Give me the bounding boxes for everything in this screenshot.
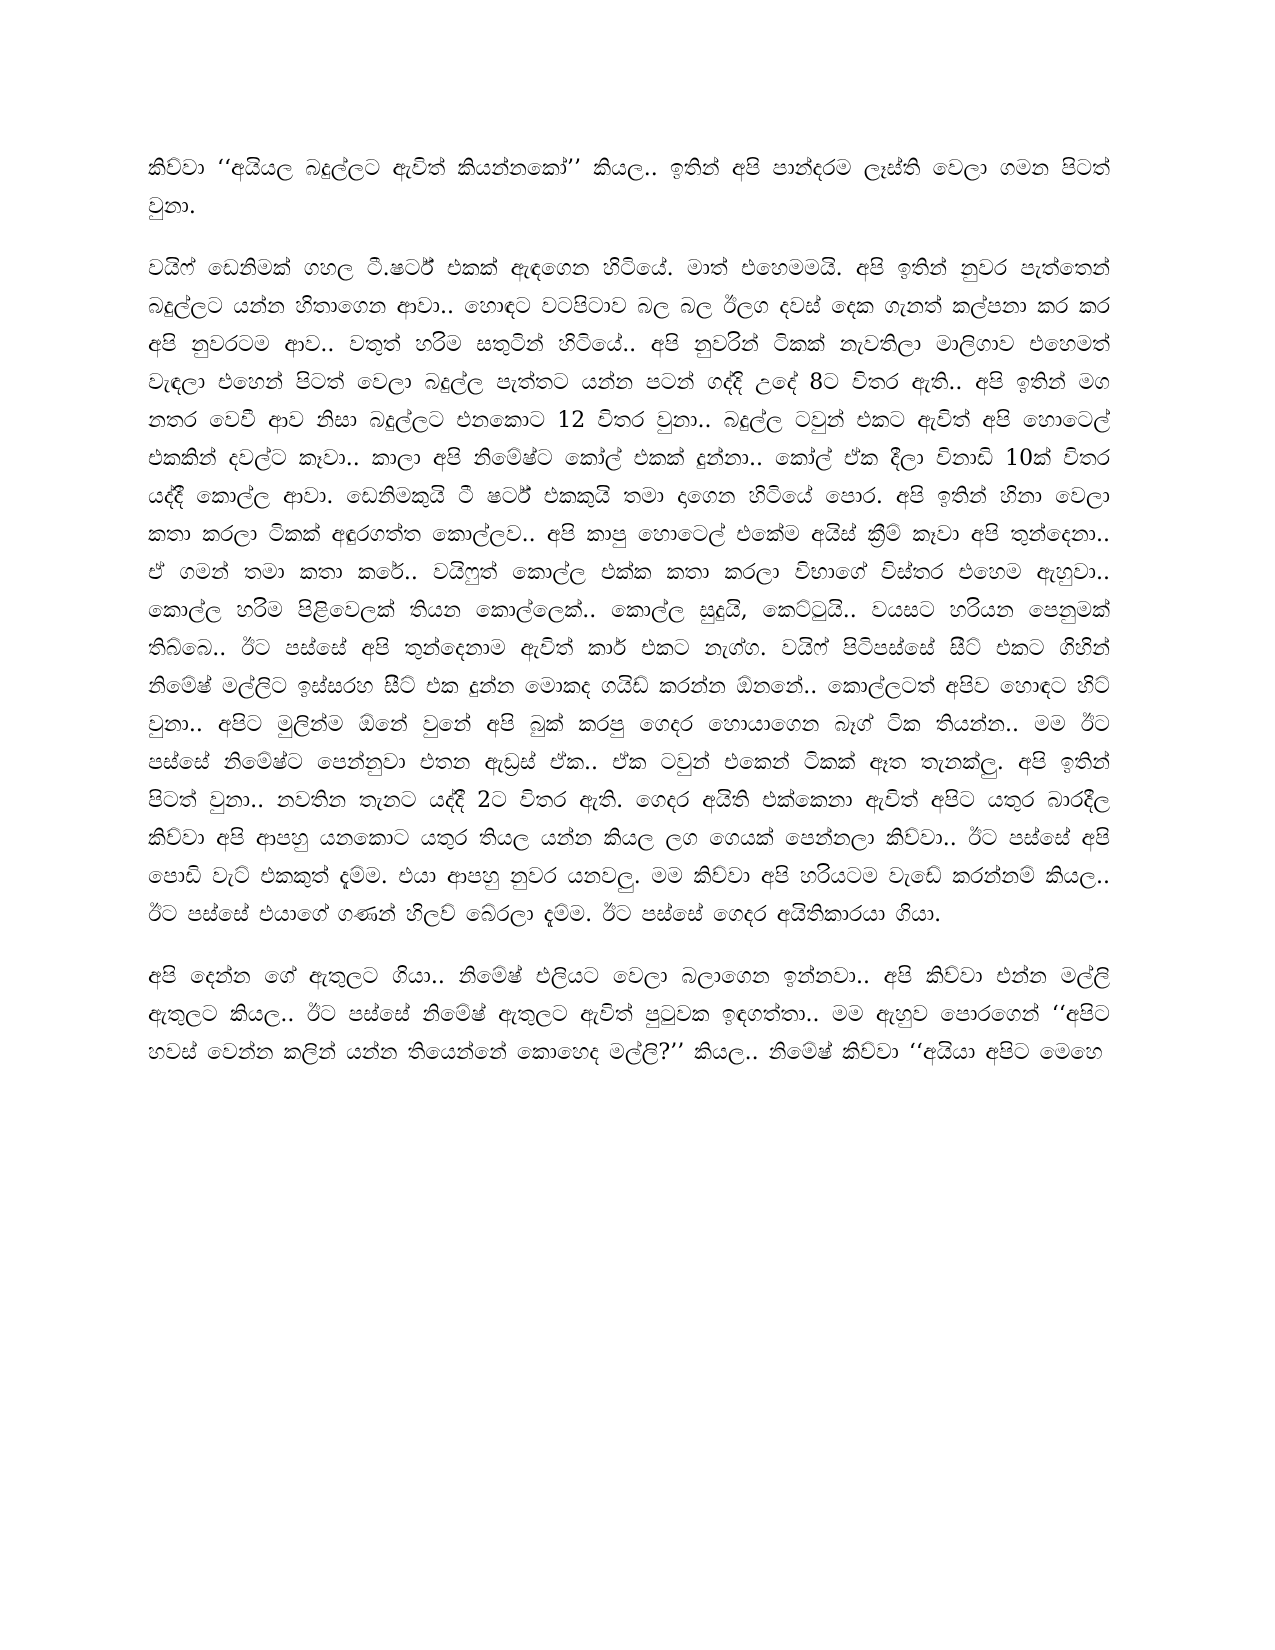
document-page xyxy=(148,150,1110,1570)
paragraph: වයිෆ් ඩෙනිමක් ගහල ටී.ෂර්ට් එකක් ඇඳගෙන හිටියේ. මාත් එහෙමමයි. අපි ඉතින් නුවර පැත්තෙන් බදුල්ලට යන්න හිතාගෙන ආවා.. හොඳට වටපිටාව බල බල ඊලග දවස් දෙක ගැනත් කල්පනා කර කර අපි නුවරටම ආව.. වතුත් හරිම සතුටින් හිටියේ.. අපි නුවරින් ටිකක් නැවතිලා මාලිගාව එහෙමත් වැඳලා එහෙන් පිටත් වෙලා බදුල්ල පැත්තට යන්න පටන් ගද්දි උදේ 8ට විතර ඇති.. අපි ඉතින් මග නතර වෙවී ආව නිසා බදුල්ලට එනකොට 12 විතර වුනා.. බදුල්ල ටවුන් එකට ඇවිත් අපි හොටෙල් එකකින් දවල්ට කෑවා.. කාලා අපි නිමේෂ්ට කෝල් එකක් දුන්නා.. කෝල් ඒක දීලා විනාඩි 10ක් විතර යද්දී කොල්ල ආවා. ඩෙනිමකුයි ටී ෂර්ට් එකකුයි තමා දාගෙන හිටියේ පොර. අපි ඉතින් හිනා වෙලා කතා කරලා ටිකක් අඳුරගත්ත කොල්ලව.. අපි කාපු හොටෙල් එකේම අයිස් ක්‍රීම් කෑවා අපි තුන්දෙනා.. ඒ ගමන් තමා කතා කරේ.. වයිෆුත් කොල්ල එක්ක කතා කරලා විභාගේ විස්තර එහෙම ඇහුවා.. කොල්ල හරිම පිළිවෙලක් තියන කොල්ලෙක්.. කොල්ල සුදුයි, කෙට්ටුයි.. වයසට හරියන පෙනුමක් තිබ්බෙ.. ඊට පස්සේ අපි තුන්දෙනාම ඇවිත් කාර් එකට නැග්ග. වයිෆ් පිටිපස්සේ සීට් එකට ගිහින් නිමේෂ් මල්ලිට ඉස්සරහ සීට් එක දුන්න මොකද ගයිඩ් කරන්න ඕනනේ.. කොල්ලටත් අපිව හොඳට හිට් වුනා.. අපිට මුලින්ම ඕනේ වුනේ අපි බුක් කරපු ගෙදර හොයාගෙන බෑග් ටික තියන්න.. මම ඊට පස්සේ නිමේෂ්ට පෙන්නුවා එතන ඇඩ්‍රස් ඒක.. ඒක ටවුන් එකෙන් ටිකක් ඈත තැනක්ලු. අපි ඉතින් පිටත් වුනා.. නවතින තැනට යද්දී 2ට විතර ඇති. ගෙදර අයිති එක්කෙනා ඇවිත් අපිට යතුර බාරදීල කිව්වා අපි ආපහු යනකොට යතුර තියල යන්න කියල ලග ගෙයක් පෙන්නලා කිව්වා.. ඊට පස්සේ අපි පොඩි වැට් එකකුත් දැම්ම. එයා ආපහු නුවර යනවලු. මම කිව්වා අපි හරියටම වැඩේ කරන්නම් කියල.. ඊට පස්සේ එයාගේ ගණන් හිලව් බේරලා දැම්ම. ඊට පස්සේ ගෙදර අයිතිකාරයා ගියා. xyxy=(148,256,1110,927)
paragraph: අපි දෙන්න ගේ ඇතුලට ගියා.. නිමේෂ් එලියට වෙලා බලාගෙන ඉන්නවා.. අපි කිව්වා එන්න මල්ලි ඇතුලට කියල.. ඊට පස්සේ නිමේෂ් ඇතුලට ඇවිත් පුටුවක ඉඳගත්තා.. මම ඇහුව පොරගෙන් ‘‘අපිට හවස් වෙන්න කලින් යන්න තියෙන්නේ කොහෙද මල්ලි?’’ කියල.. නිමේෂ් කිව්වා ‘‘අයියා අපිට මෙහෙ xyxy=(148,964,1110,1065)
paragraph: කිව්වා ‘‘අයියල බදුල්ලට ඇවිත් කියන්නකෝ’’ කියල.. ඉතින් අපි පාන්දරම ලෑස්ති වෙලා ගමන පිටත් වුනා. xyxy=(148,156,1110,219)
